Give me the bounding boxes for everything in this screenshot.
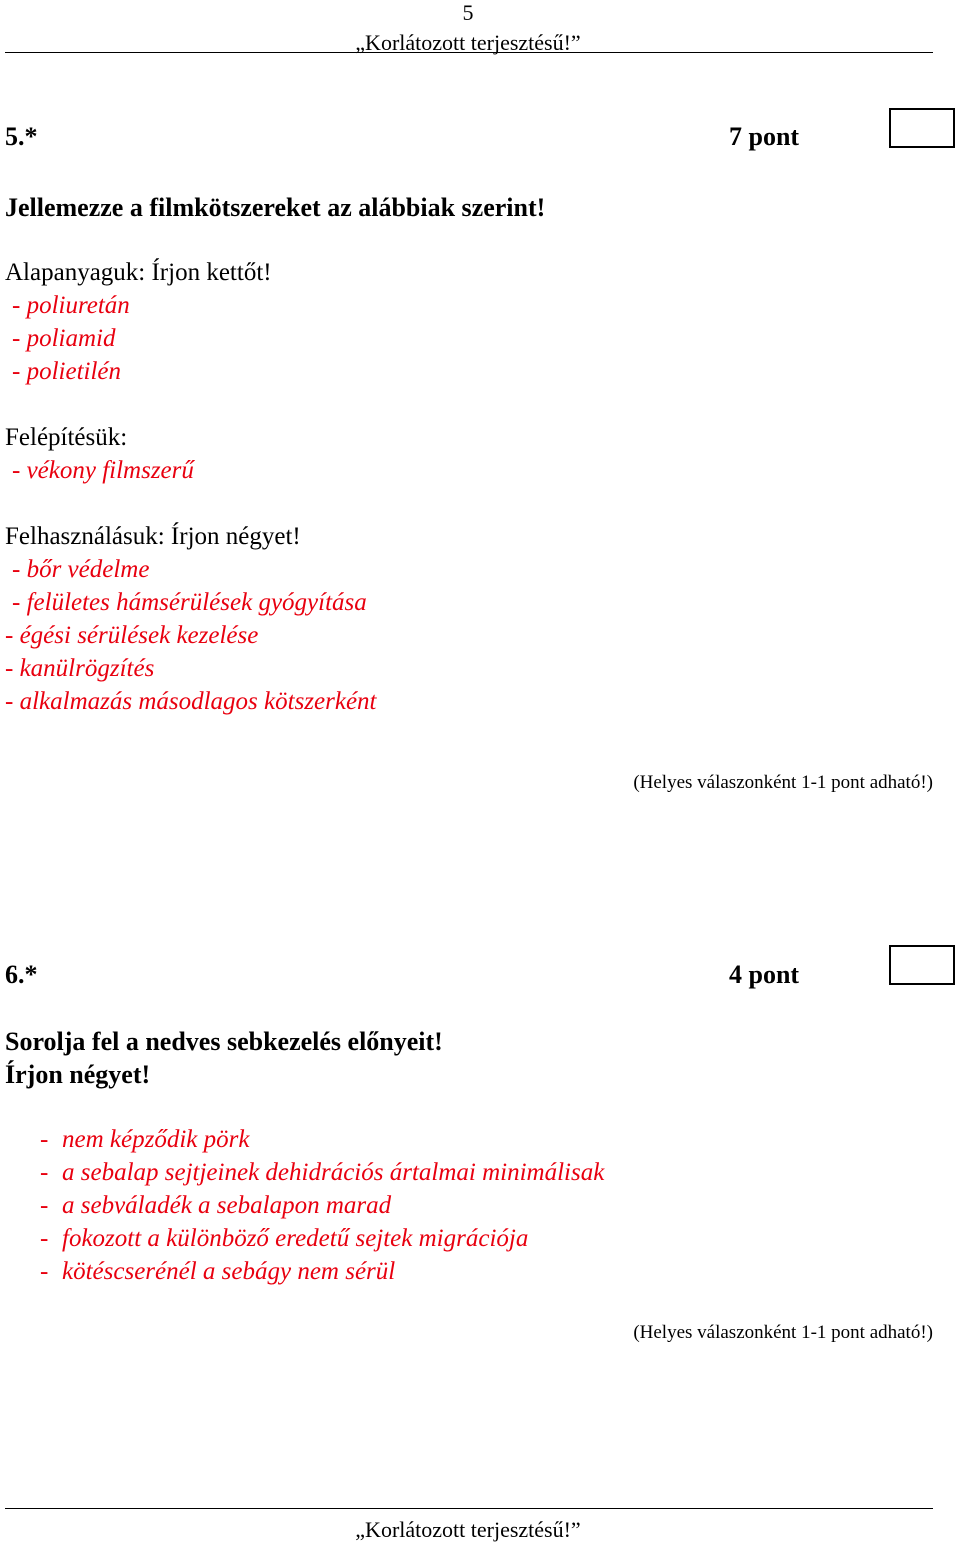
answer-dash: - bbox=[40, 1258, 49, 1285]
question-6-answer bbox=[40, 1224, 528, 1254]
answer-text: a sebalap sejtjeinek dehidrációs ártalmai minimálisak bbox=[62, 1159, 605, 1186]
question-5-score-box[interactable] bbox=[889, 108, 955, 148]
question-5-points: 7 pont bbox=[729, 122, 800, 151]
answer-dash: - bbox=[40, 1192, 49, 1219]
answer-dash: - bbox=[40, 1159, 49, 1186]
question-6-instruction: Sorolja fel a nedves sebkezelés előnyeit! bbox=[5, 1027, 443, 1056]
answer-dash: - bbox=[40, 1126, 49, 1153]
question-5-part1-label: Alapanyaguk: Írjon kettőt! bbox=[5, 259, 272, 286]
answer-text: a sebváladék a sebalapon marad bbox=[62, 1192, 392, 1219]
question-6-scoring-note: (Helyes válaszonként 1-1 pont adható!) bbox=[633, 1322, 933, 1343]
question-5-part3-label: Felhasználásuk: Írjon négyet! bbox=[5, 523, 301, 550]
question-6-answer bbox=[40, 1158, 604, 1188]
question-6-answer bbox=[40, 1191, 391, 1221]
header-rule bbox=[5, 52, 933, 53]
header-title: „Korlátozott terjesztésű!” bbox=[355, 30, 581, 55]
question-5-part3-answer: - bőr védelme bbox=[12, 556, 150, 583]
question-5-part3-answer: - alkalmazás másodlagos kötszerként bbox=[5, 688, 377, 715]
question-5-part2-label: Felépítésük: bbox=[5, 424, 128, 451]
question-6-instruction-count: Írjon négyet! bbox=[5, 1060, 151, 1089]
answer-text: nem képződik pörk bbox=[62, 1126, 250, 1153]
question-5-number: 5.* bbox=[5, 122, 38, 151]
question-5-scoring-note: (Helyes válaszonként 1-1 pont adható!) bbox=[633, 772, 933, 793]
question-5-part1-answer: - poliuretán bbox=[12, 292, 130, 319]
footer-rule bbox=[5, 1508, 933, 1509]
page-number: 5 bbox=[462, 0, 474, 25]
question-6-points: 4 pont bbox=[729, 960, 800, 989]
question-5-part1-answer: - polietilén bbox=[12, 358, 121, 385]
footer-title: „Korlátozott terjesztésű!” bbox=[355, 1517, 581, 1542]
answer-dash: - bbox=[40, 1225, 49, 1252]
question-5-part3-answer: - kanülrögzítés bbox=[5, 655, 155, 682]
question-5-part3-answer: - égési sérülések kezelése bbox=[5, 622, 259, 649]
answer-text: fokozott a különböző eredetű sejtek migrációja bbox=[62, 1225, 529, 1252]
question-6-answer bbox=[40, 1125, 249, 1155]
question-5-part2-answer: - vékony filmszerű bbox=[12, 457, 194, 484]
question-6-number: 6.* bbox=[5, 960, 38, 989]
question-6-answer bbox=[40, 1257, 395, 1287]
question-5-part1-answer: - poliamid bbox=[12, 325, 116, 352]
question-5-part3-answer: - felületes hámsérülések gyógyítása bbox=[12, 589, 367, 616]
question-6-score-box[interactable] bbox=[889, 945, 955, 985]
question-5-instruction: Jellemezze a filmkötszereket az alábbiak szerint! bbox=[5, 193, 546, 222]
answer-text: kötéscserénél a sebágy nem sérül bbox=[62, 1258, 396, 1285]
